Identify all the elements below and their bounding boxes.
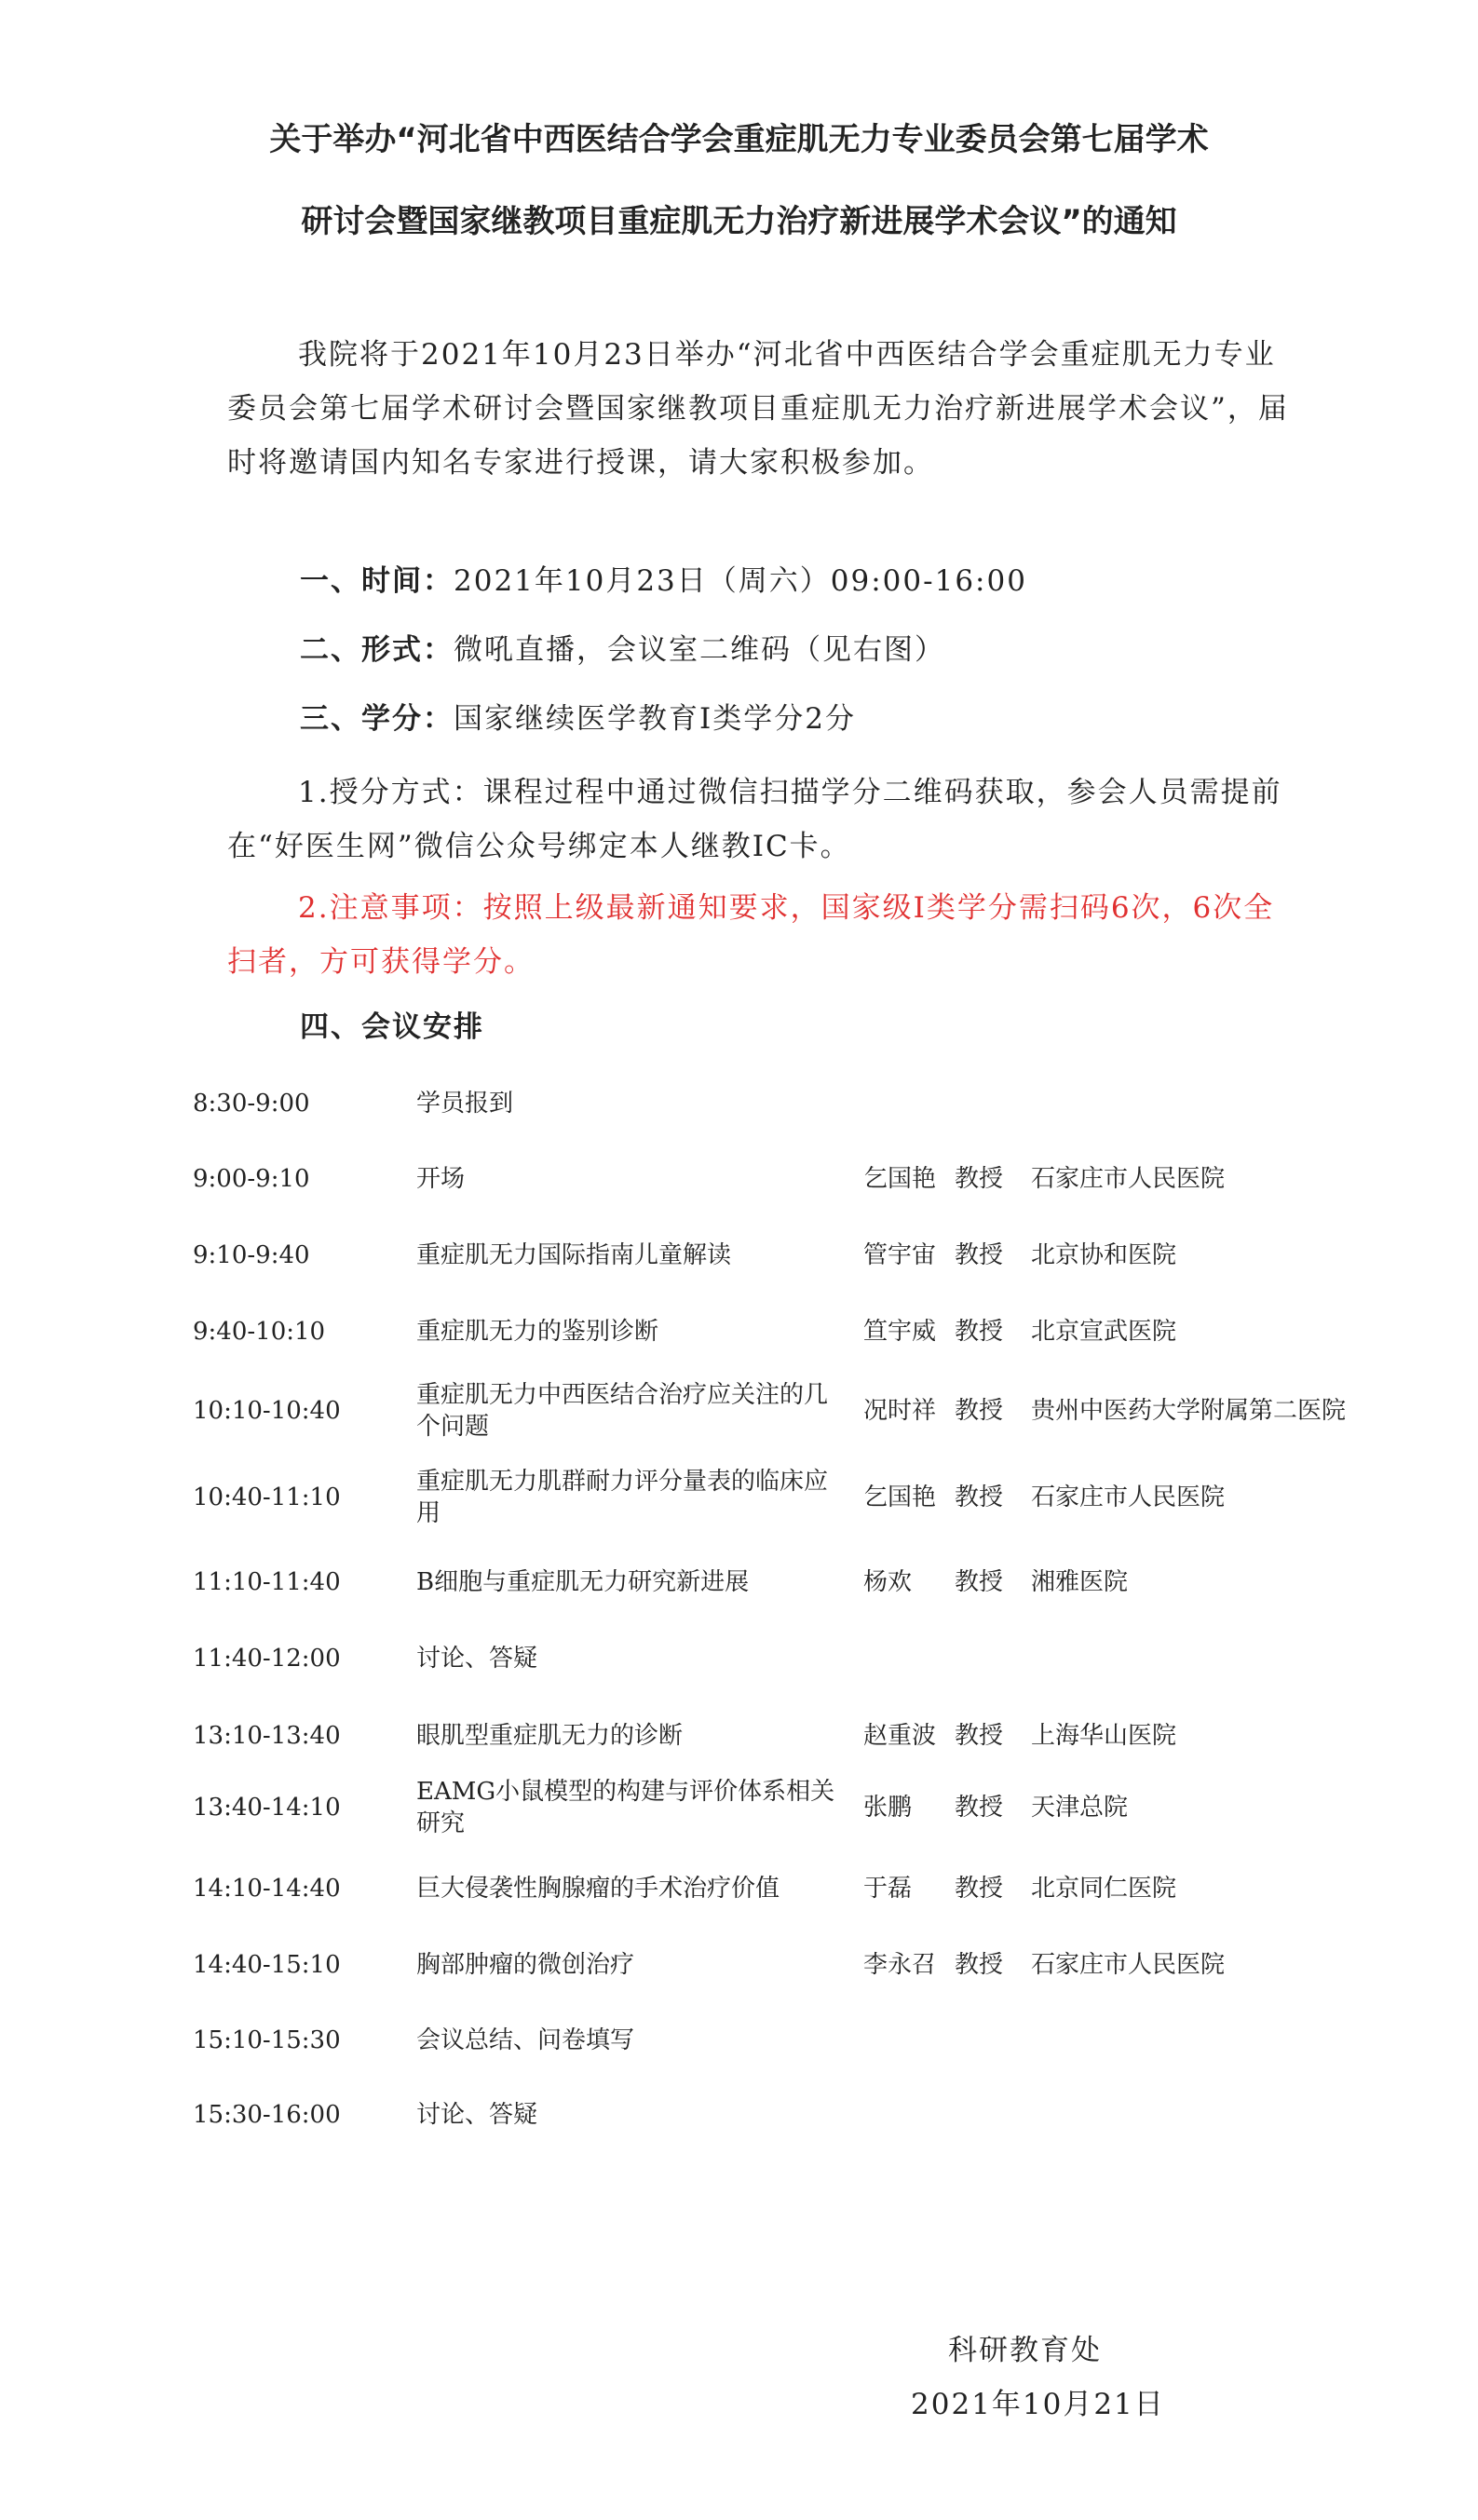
schedule-speaker bbox=[863, 2012, 947, 2068]
schedule-speaker: 况时祥 bbox=[863, 1397, 937, 1425]
schedule-topic: 会议总结、问卷填写 bbox=[416, 2026, 635, 2054]
schedule-speaker-title bbox=[955, 2087, 1010, 2143]
schedule-speaker bbox=[863, 1631, 947, 1687]
schedule-speaker-title bbox=[955, 2012, 1010, 2068]
schedule-hospital: 贵州中医药大学附属第二医院 bbox=[1031, 1397, 1347, 1425]
schedule-time: 9:10-9:40 bbox=[193, 1241, 310, 1269]
schedule-time: 9:40-10:10 bbox=[193, 1318, 326, 1346]
schedule-speaker-title: 教授 bbox=[955, 1875, 1004, 1903]
schedule-row bbox=[0, 1076, 1478, 1131]
schedule-time: 13:40-14:10 bbox=[193, 1794, 341, 1822]
schedule-speaker: 管宇宙 bbox=[863, 1241, 937, 1269]
schedule-topic: 重症肌无力的鉴别诊断 bbox=[416, 1318, 659, 1346]
schedule-topic: 重症肌无力肌群耐力评分量表的临床应用 bbox=[416, 1468, 829, 1527]
schedule-speaker-title: 教授 bbox=[955, 1318, 1004, 1346]
schedule-row bbox=[0, 1861, 1478, 1917]
schedule-hospital: 上海华山医院 bbox=[1031, 1722, 1177, 1750]
schedule-speaker: 乞国艳 bbox=[863, 1165, 937, 1193]
schedule-hospital: 石家庄市人民医院 bbox=[1031, 1484, 1226, 1511]
schedule-topic: 眼肌型重症肌无力的诊断 bbox=[416, 1722, 684, 1750]
schedule-row bbox=[0, 1780, 1478, 1836]
schedule-topic: 巨大侵袭性胸腺瘤的手术治疗价值 bbox=[416, 1875, 780, 1903]
schedule-hospital: 天津总院 bbox=[1031, 1794, 1129, 1822]
schedule-row bbox=[0, 1554, 1478, 1610]
schedule-time: 14:40-15:10 bbox=[193, 1951, 341, 1979]
schedule-hospital: 北京协和医院 bbox=[1031, 1241, 1177, 1269]
schedule-topic: 胸部肿瘤的微创治疗 bbox=[416, 1951, 635, 1979]
credit-attention-note: 2.注意事项：按照上级最新通知要求，国家级Ⅰ类学分需扫码6次，6次全扫者，方可获得学分。 bbox=[227, 891, 1275, 979]
section-form bbox=[300, 631, 945, 669]
schedule-time: 14:10-14:40 bbox=[193, 1875, 341, 1903]
schedule-speaker: 杨欢 bbox=[863, 1568, 913, 1596]
section-credit bbox=[300, 700, 856, 738]
schedule-speaker: 于磊 bbox=[863, 1875, 913, 1903]
schedule-topic: 讨论、答疑 bbox=[416, 1645, 538, 1673]
schedule-speaker-title: 教授 bbox=[955, 1397, 1004, 1425]
schedule-speaker-title: 教授 bbox=[955, 1568, 1004, 1596]
schedule-speaker-title: 教授 bbox=[955, 1484, 1004, 1511]
schedule-hospital bbox=[1031, 2012, 1469, 2068]
schedule-hospital bbox=[1031, 2087, 1469, 2143]
schedule-hospital: 石家庄市人民医院 bbox=[1031, 1951, 1226, 1979]
schedule-topic: 重症肌无力国际指南儿童解读 bbox=[416, 1241, 732, 1269]
section-schedule-heading bbox=[300, 1009, 484, 1046]
schedule-topic: 重症肌无力中西医结合治疗应关注的几个问题 bbox=[416, 1381, 829, 1441]
schedule-hospital: 北京宣武医院 bbox=[1031, 1318, 1177, 1346]
section-time-value: 2021年10月23日（周六）09:00-16:00 bbox=[454, 564, 1027, 598]
notice-title-line-1: 关于举办“河北省中西医结合学会重症肌无力专业委员会第七届学术 bbox=[269, 121, 1209, 158]
schedule-speaker bbox=[863, 2087, 947, 2143]
schedule-speaker: 李永召 bbox=[863, 1951, 937, 1979]
schedule-speaker-title: 教授 bbox=[955, 1241, 1004, 1269]
schedule-row bbox=[0, 1708, 1478, 1764]
schedule-row bbox=[0, 1304, 1478, 1360]
schedule-speaker: 赵重波 bbox=[863, 1722, 937, 1750]
schedule-row bbox=[0, 1470, 1478, 1525]
schedule-hospital: 石家庄市人民医院 bbox=[1031, 1165, 1226, 1193]
signature-date: 2021年10月21日 bbox=[911, 2388, 1165, 2421]
schedule-speaker-title: 教授 bbox=[955, 1794, 1004, 1822]
schedule-time: 13:10-13:40 bbox=[193, 1722, 341, 1750]
schedule-speaker: 乞国艳 bbox=[863, 1484, 937, 1511]
schedule-speaker: 张鹏 bbox=[863, 1794, 913, 1822]
section-time bbox=[300, 562, 1027, 600]
schedule-hospital: 湘雅医院 bbox=[1031, 1568, 1129, 1596]
schedule-time: 9:00-9:10 bbox=[193, 1165, 310, 1193]
section-credit-label: 三、学分： bbox=[300, 702, 454, 736]
schedule-topic: B细胞与重症肌无力研究新进展 bbox=[416, 1568, 750, 1596]
schedule-row bbox=[0, 1631, 1478, 1687]
schedule-row bbox=[0, 1937, 1478, 1993]
schedule-time: 15:30-16:00 bbox=[193, 2101, 341, 2129]
schedule-topic: 学员报到 bbox=[416, 1090, 514, 1118]
section-form-value: 微吼直播，会议室二维码（见右图） bbox=[454, 633, 945, 667]
schedule-row bbox=[0, 1227, 1478, 1283]
schedule-hospital bbox=[1031, 1631, 1469, 1687]
schedule-time: 8:30-9:00 bbox=[193, 1090, 310, 1118]
schedule-time: 11:40-12:00 bbox=[193, 1645, 341, 1673]
schedule-row bbox=[0, 2012, 1478, 2068]
signature-department: 科研教育处 bbox=[948, 2334, 1102, 2367]
schedule-time: 15:10-15:30 bbox=[193, 2026, 341, 2054]
schedule-time: 11:10-11:40 bbox=[193, 1568, 341, 1596]
schedule-topic: EAMG小鼠模型的构建与评价体系相关研究 bbox=[416, 1778, 835, 1837]
schedule-speaker-title: 教授 bbox=[955, 1722, 1004, 1750]
section-time-label: 一、时间： bbox=[300, 564, 454, 598]
credit-method-note: 1.授分方式：课程过程中通过微信扫描学分二维码获取，参会人员需提前在“好医生网”微信公众号绑定本人继教IC卡。 bbox=[227, 776, 1282, 863]
schedule-speaker-title: 教授 bbox=[955, 1951, 1004, 1979]
schedule-speaker: 笪宇威 bbox=[863, 1318, 937, 1346]
schedule-time: 10:10-10:40 bbox=[193, 1397, 341, 1425]
schedule-time: 10:40-11:10 bbox=[193, 1484, 341, 1511]
schedule-topic: 讨论、答疑 bbox=[416, 2101, 538, 2129]
section-form-label: 二、形式： bbox=[300, 633, 454, 667]
schedule-speaker bbox=[863, 1076, 947, 1131]
schedule-hospital: 北京同仁医院 bbox=[1031, 1875, 1177, 1903]
section-credit-value: 国家继续医学教育Ⅰ类学分2分 bbox=[454, 702, 856, 736]
schedule-heading-label: 四、会议安排 bbox=[300, 1010, 484, 1044]
schedule-topic: 开场 bbox=[416, 1165, 466, 1193]
schedule-speaker-title bbox=[955, 1631, 1010, 1687]
schedule-hospital bbox=[1031, 1076, 1469, 1131]
schedule-speaker-title: 教授 bbox=[955, 1165, 1004, 1193]
intro-paragraph: 我院将于2021年10月23日举办“河北省中西医结合学会重症肌无力专业委员会第七届学术研讨会暨国家继教项目重症肌无力治疗新进展学术会议”，届时将邀请国内知名专家进行授课，请大家积极参加。 bbox=[227, 338, 1289, 480]
notice-title-line-2: 研讨会暨国家继教项目重症肌无力治疗新进展学术会议”的通知 bbox=[301, 203, 1177, 240]
schedule-row bbox=[0, 2087, 1478, 2143]
schedule-row bbox=[0, 1151, 1478, 1207]
schedule-row bbox=[0, 1383, 1478, 1439]
schedule-speaker-title bbox=[955, 1076, 1010, 1131]
